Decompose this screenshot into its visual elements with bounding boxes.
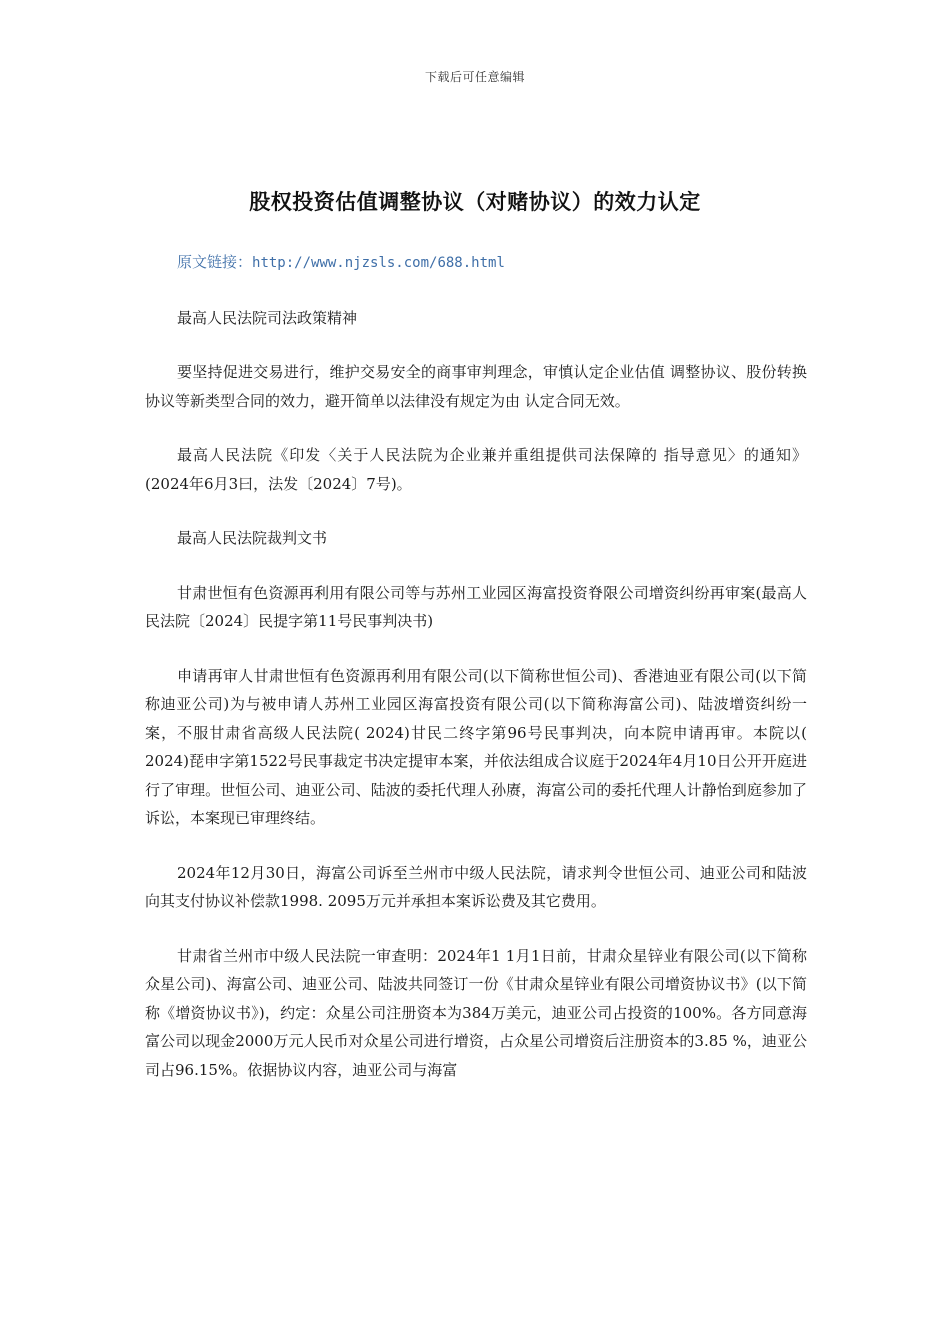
section-heading-policy: 最高人民法院司法政策精神	[177, 308, 358, 327]
paragraph-case-background: 申请再审人甘肃世恒有色资源再利用有限公司(以下简称世恒公司)、香港迪亚有限公司(以下简称迪亚公司)为与被申请人苏州工业园区海富投资有限公司(以下简称海富公司)、陆波增资纠纷一案，不服甘肃省高级人民法院( 2024)甘民二终字第96号民事判决，向本院申请再审。本院以( 2024)琵申字第1522号民事裁定书决定提审本案，并依法组成合议庭于2024年4月10日公开开庭进行了审理。世恒公司、迪亚公司、陆波的委托代理人孙赓，海富公司的委托代理人计静怡到庭参加了诉讼，本案现已审理终结。	[145, 666, 807, 827]
paragraph-case-title: 甘肃世恒有色资源再利用有限公司等与苏州工业园区海富投资脊限公司增资纠纷再审案(最高人民法院〔2024〕民提字第11号民事判决书)	[145, 583, 807, 630]
paragraph-first-instance: 甘肃省兰州市中级人民法院一审查明：2024年1 1月1日前，甘肃众星锌业有限公司(以下简称众星公司)、海富公司、迪亚公司、陆波共同签订一份《甘肃众星锌业有限公司增资协议书》(以下简称《增资协议书》)，约定：众星公司注册资本为384万美元，迪亚公司占投资的100%。各方同意海富公司以现金2000万元人民币对众星公司进行增资，占众星公司增资后注册资本的3.85 %，迪亚公司占96.15%。依据协议内容，迪亚公司与海富	[145, 946, 807, 1079]
header-note: 下载后可任意编辑	[424, 70, 525, 84]
source-link-line	[145, 248, 807, 278]
document-title: 股权投资估值调整协议（对赌协议）的效力认定	[249, 189, 701, 214]
section-heading-judgment: 最高人民法院裁判文书	[177, 529, 328, 547]
paragraph-policy-text: 要坚持促进交易进行，维护交易安全的商事审判理念，审慎认定企业估值 调整协议、股份转换协议等新类型合同的效力，避开简单以法律没有规定为由 认定合同无效。	[145, 363, 807, 410]
paragraph-claim: 2024年12月30日，海富公司诉至兰州市中级人民法院，请求判令世恒公司、迪亚公司和陆波向其支付协议补偿款1998. 2095万元并承担本案诉讼费及其它费用。	[145, 863, 807, 910]
document-body	[145, 248, 807, 1110]
paragraph-policy-citation: 最高人民法院《印发〈关于人民法院为企业兼并重组提供司法保障的 指导意见〉的通知》(2024年6月3曰，法发〔2024〕7号)。	[145, 446, 807, 493]
source-link-url[interactable]: http://www.njzsls.com/688.html	[252, 255, 505, 271]
source-link-label: 原文链接：	[177, 253, 253, 271]
